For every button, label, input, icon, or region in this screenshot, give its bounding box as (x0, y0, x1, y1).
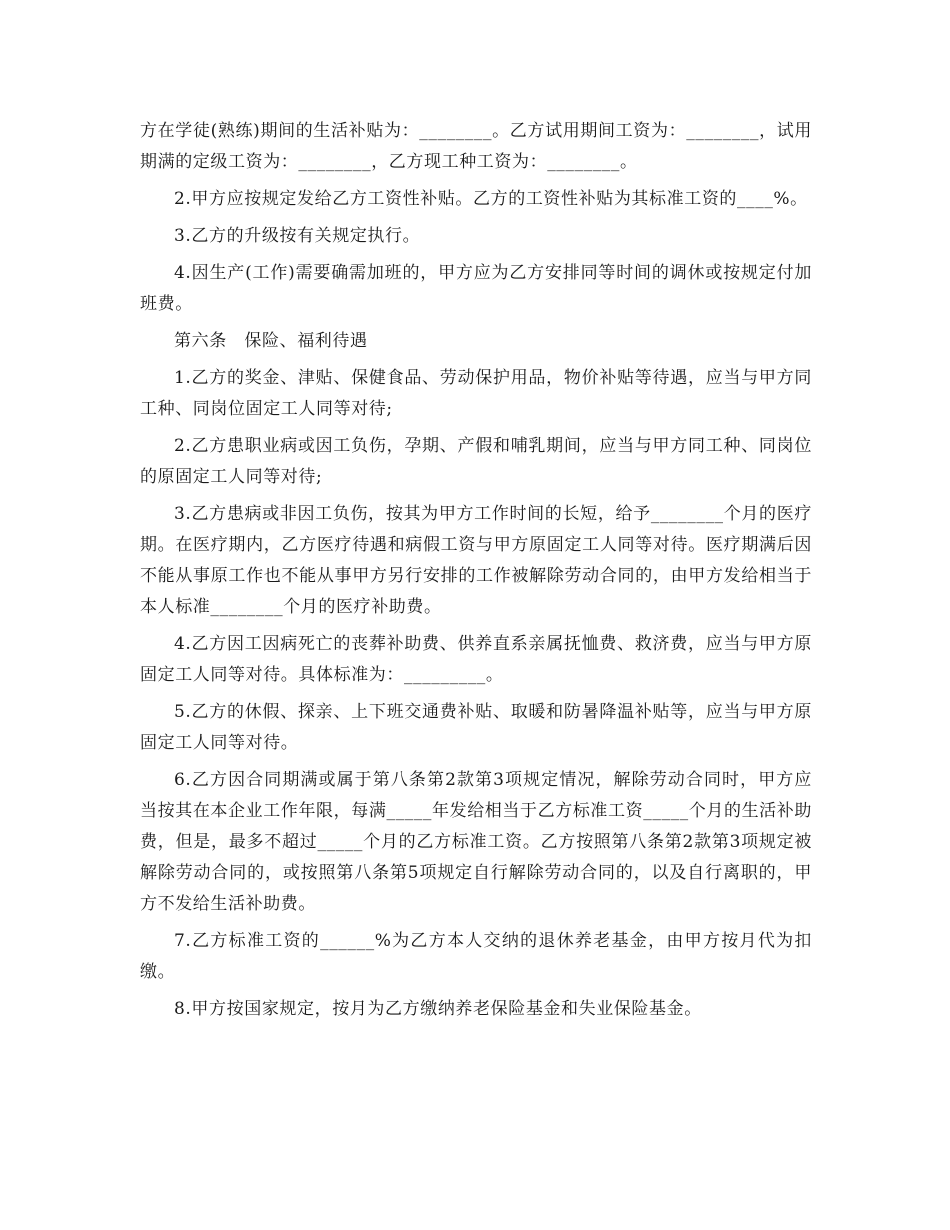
document-body (140, 116, 812, 1025)
paragraph-overtime: 4.因生产(工作)需要确需加班的，甲方应为乙方安排同等时间的调休或按规定付加班费。 (140, 263, 812, 314)
paragraph-insurance: 8.甲方按国家规定，按月为乙方缴纳养老保险基金和失业保险基金。 (174, 999, 702, 1019)
paragraph-occupational-injury: 2.乙方患职业病或因工负伤，孕期、产假和哺乳期间，应当与甲方同工种、同岗位的原固定工人同等对待; (140, 436, 812, 487)
paragraph-promotion: 3.乙方的升级按有关规定执行。 (174, 226, 421, 246)
paragraph-bonus-benefits: 1.乙方的奖金、津贴、保健食品、劳动保护用品，物价补贴等待遇，应当与甲方同工种、同岗位固定工人同等对待; (140, 368, 812, 419)
paragraph-apprentice-wages: 方在学徒(熟练)期间的生活补贴为：________。乙方试用期间工资为：________，试用期满的定级工资为：________，乙方现工种工资为：________。 (140, 121, 812, 172)
paragraph-medical-period: 3.乙方患病或非因工负伤，按其为甲方工作时间的长短，给予________个月的医疗期。在医疗期内，乙方医疗待遇和病假工资与甲方原固定工人同等对待。医疗期满后因不能从事原工作也不能从事甲方另行安排的工作被解除劳动合同的，由甲方发给相当于本人标准________个月的医疗补助费。 (140, 504, 812, 617)
paragraph-pension-fund: 7.乙方标准工资的______%为乙方本人交纳的退休养老基金，由甲方按月代为扣缴。 (140, 931, 812, 982)
section-heading-article-6: 第六条 保险、福利待遇 (174, 331, 368, 351)
paragraph-wage-subsidy: 2.甲方应按规定发给乙方工资性补贴。乙方的工资性补贴为其标准工资的____%。 (174, 189, 808, 209)
paragraph-living-allowance: 6.乙方因合同期满或属于第八条第2款第3项规定情况，解除劳动合同时，甲方应当按其在本企业工作年限，每满_____年发给相当于乙方标准工资_____个月的生活补助费，但是，最多不超过_____个月的乙方标准工资。乙方按照第八条第2款第3项规定被解除劳动合同的，或按照第八条第5项规定自行解除劳动合同的，以及自行离职的，甲方不发给生活补助费。 (140, 770, 812, 914)
paragraph-death-benefits: 4.乙方因工因病死亡的丧葬补助费、供养直系亲属抚恤费、救济费，应当与甲方原固定工人同等对待。具体标准为：_________。 (140, 634, 812, 685)
paragraph-leave-subsidies: 5.乙方的休假、探亲、上下班交通费补贴、取暖和防暑降温补贴等，应当与甲方原固定工人同等对待。 (140, 702, 812, 753)
